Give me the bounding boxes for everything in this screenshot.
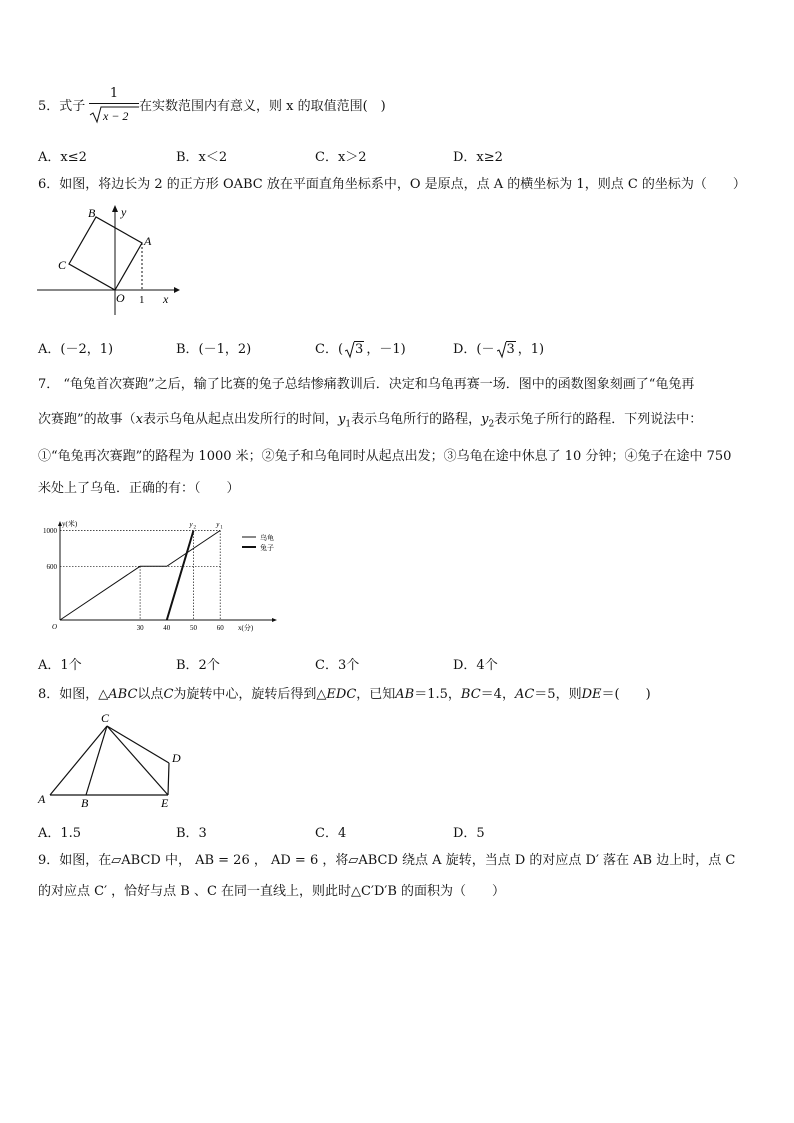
q7-var-y1: y [338, 412, 346, 427]
chart-xtick-40: 40 [163, 624, 171, 632]
chart-curve-label-y1-sub: 1 [220, 525, 223, 531]
q7-option-c[interactable]: C．3个 [315, 658, 360, 673]
q7-line2-a: 次赛跑”的故事（ [38, 412, 136, 427]
q8-option-c[interactable]: C．4 [315, 826, 347, 841]
q6-label-a: A [144, 234, 152, 248]
chart-xtick-50: 50 [190, 624, 197, 632]
legend-label-tortoise: 乌龟 [260, 534, 274, 542]
chart-origin-label: O [52, 623, 58, 631]
chart-curve-label-y2: y [189, 520, 193, 529]
chart-xtick-60: 60 [216, 624, 224, 632]
q8-point-c: C [163, 687, 174, 702]
q7-option-a[interactable]: A．1个 [38, 658, 82, 673]
q8-label-d: D [172, 751, 181, 765]
q7-line2-c: 表示乌龟所行的路程， [351, 412, 482, 427]
q8-ac: AC [514, 687, 535, 702]
q6-option-d-radical-icon [497, 341, 507, 359]
q8-segment-ca [50, 726, 107, 795]
q8-de: DE [581, 687, 602, 702]
q8-option-b[interactable]: B．3 [176, 826, 207, 841]
q6-x-arrow [174, 287, 180, 293]
q8-segment-cb [86, 726, 107, 795]
q8-segment-cd [107, 726, 169, 763]
q6-option-c-post: ，－1) [366, 342, 406, 357]
q6-option-d-post: ，1) [517, 342, 545, 357]
q7-line4: 米处上了乌龟．正确的有：（ ） [38, 481, 240, 496]
q8-end: ＝( ) [601, 687, 651, 702]
q6-figure [34, 200, 184, 320]
q5-option-b[interactable]: B．x＜2 [176, 150, 228, 165]
q8-v2: ＝4， [480, 687, 515, 702]
q6-label-c: C [58, 258, 67, 272]
q8-bc: BC [460, 687, 481, 702]
chart-xtick-30: 30 [136, 624, 144, 632]
q6-option-c[interactable] [315, 338, 406, 357]
q5-option-d[interactable]: D．x≥2 [453, 150, 503, 165]
q5-numerator: 1 [109, 86, 119, 101]
q5-sqrt-symbol [89, 104, 139, 124]
q8-v1: ＝1.5， [414, 687, 461, 702]
q8-mid3: ，已知 [356, 687, 396, 702]
q8-mid2: 为旋转中心，旋转后得到 [173, 687, 317, 702]
q6-option-c-pre: C．( [315, 342, 344, 357]
q6-option-c-radicand: 3 [355, 342, 364, 357]
q7-line2 [38, 411, 702, 434]
legend-label-rabbit: 兔子 [260, 544, 274, 552]
q7-option-b[interactable]: B．2个 [176, 658, 220, 673]
q8-text [38, 686, 651, 704]
q6-label-b: B [88, 206, 96, 220]
q8-option-a[interactable]: A．1.5 [38, 826, 82, 841]
chart-curve-label-y2-sub: 2 [193, 525, 196, 531]
q7-line1: 7． “龟兔首次赛跑”之后，输了比赛的兔子总结惨痛教训后．决定和乌龟再赛一场．图中的函数图象刻画了“龟兔再 [38, 377, 695, 392]
q8-label-c: C [101, 711, 110, 725]
q9-line1: 9．如图，在▱ABCD 中， AB = 26 ， AD = 6 ，将▱ABCD 绕点 A 旋转，当点 D 的对应点 D′ 落在 AB 边上时，点 C [38, 853, 736, 868]
q6-text: 6．如图，将边长为 2 的正方形 OABC 放在平面直角坐标系中，O 是原点，点 A 的横坐标为 1，则点 C 的坐标为（ ） [38, 177, 746, 192]
q5-option-a[interactable]: A．x≤2 [38, 150, 87, 165]
q8-v3: ＝5，则 [534, 687, 582, 702]
q7-var-x: x [135, 412, 143, 427]
q8-segment-de [168, 763, 169, 795]
q7-line3: ①“龟兔再次赛跑”的路程为 1000 米；②兔子和乌龟同时从起点出发；③乌龟在途中休息了 10 分钟；④兔子在途中 750 [38, 449, 732, 464]
chart-ytick-600: 600 [46, 562, 57, 571]
chart-series-rabbit [167, 531, 194, 621]
chart-x-arrow [272, 618, 277, 622]
q6-square-oabc [69, 217, 142, 290]
q8-pre: 8．如图， [38, 687, 99, 702]
q8-label-b: B [81, 796, 89, 810]
q6-option-c-radical-icon [345, 341, 355, 359]
chart-ylabel: y(米) [62, 520, 78, 528]
chart-ytick-1000: 1000 [43, 527, 57, 535]
q7-var-y1-sub: 1 [345, 419, 352, 430]
q8-label-e: E [161, 796, 169, 810]
q6-y-arrow [112, 205, 118, 212]
q7-chart [34, 514, 294, 638]
chart-curve-label-y1: y [216, 520, 220, 529]
q5-suffix: 在实数范围内有意义，则 x 的取值范围( ) [139, 99, 386, 114]
q6-option-d-sqrt [497, 342, 516, 357]
q8-option-d[interactable]: D．5 [453, 826, 485, 841]
q6-option-b[interactable]: B．(－1，2) [176, 342, 252, 357]
q7-var-y2: y [481, 412, 489, 427]
q8-figure [34, 708, 194, 812]
q7-line2-b: 表示乌龟从起点出发所行的时间， [143, 412, 339, 427]
chart-xlabel: x(分) [238, 624, 254, 632]
q8-mid1: 以点 [137, 687, 164, 702]
q7-var-y2-sub: 2 [488, 419, 495, 430]
q6-label-o: O [116, 291, 125, 305]
q6-option-d-pre: D．(－ [453, 342, 495, 357]
q6-option-c-sqrt [345, 342, 364, 357]
q5-radicand: x − 2 [103, 109, 129, 123]
q6-label-one: 1 [139, 294, 145, 306]
q6-option-d[interactable] [453, 338, 544, 357]
q9-line2: 的对应点 C′ ，恰好与点 B 、C 在同一直线上，则此时△C′D′B 的面积为（ ） [38, 884, 506, 899]
q5-prefix: 5．式子 [38, 99, 86, 114]
q6-option-d-radicand: 3 [506, 342, 515, 357]
q8-ab: AB [395, 687, 415, 702]
q7-line2-d: 表示兔子所行的路程．下列说法中： [494, 412, 703, 427]
q6-label-x: x [163, 292, 169, 306]
q7-option-d[interactable]: D．4个 [453, 658, 498, 673]
q5-option-c[interactable]: C．x＞2 [315, 150, 367, 165]
q8-segment-ce [107, 726, 168, 795]
q6-option-a[interactable]: A．(－2，1) [38, 342, 114, 357]
q8-triangle-abc: △ABC [98, 687, 138, 702]
q8-triangle-edc: △EDC [316, 687, 357, 702]
q6-label-y: y [121, 205, 127, 219]
q5-fraction [89, 86, 139, 124]
q8-label-a: A [38, 792, 46, 806]
